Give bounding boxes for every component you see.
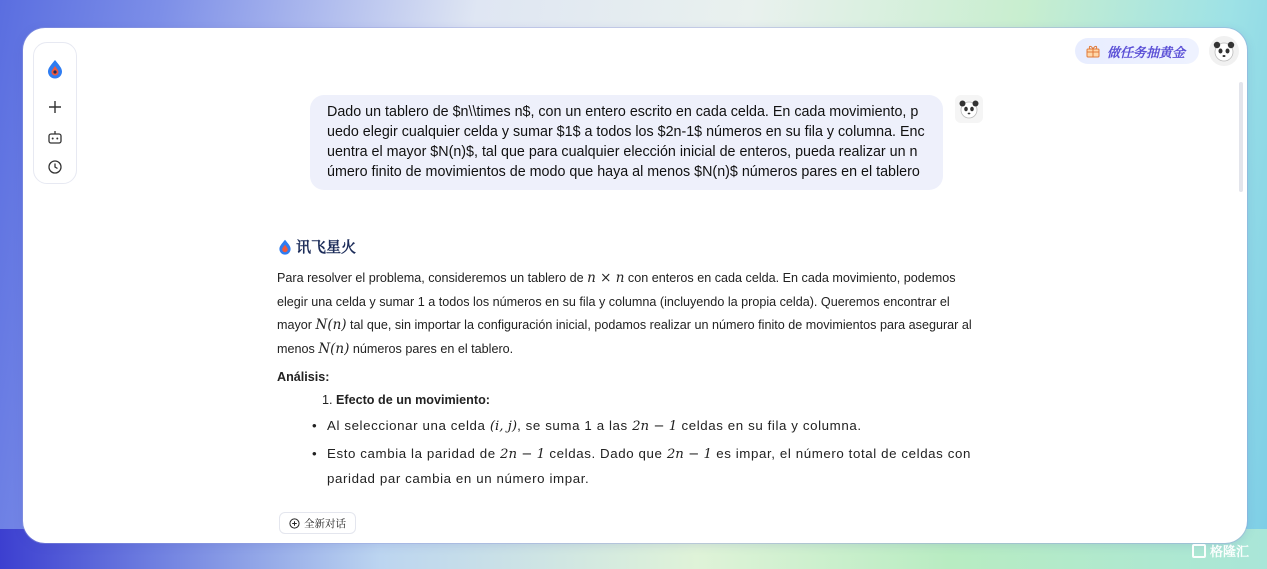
math-expression: N(n): [318, 340, 350, 357]
xunfei-spark-drop-icon: [277, 239, 293, 255]
clock-icon: [47, 159, 63, 175]
gift-icon: [1085, 43, 1101, 59]
user-avatar-top[interactable]: [1209, 36, 1239, 66]
bullet-item: [277, 442, 997, 491]
panda-avatar-icon: [1211, 38, 1237, 64]
user-message-row: [310, 95, 990, 190]
bullet-text: Al seleccionar una celda: [327, 418, 490, 433]
robot-icon: [47, 129, 63, 145]
intro-text: con enteros en cada celda. En cada movimiento, podemos elegir una celda y sumar 1 a todos los números en su fila y columna (incluyendo la propia celda). Queremos encontrar el mayor: [277, 271, 956, 332]
math-expression: 2n − 1: [500, 447, 546, 462]
bullet-dot: •: [312, 418, 318, 433]
sidebar-item-new[interactable]: [41, 93, 69, 120]
list-number: 1.: [322, 393, 333, 407]
sidebar-item-logo[interactable]: [41, 55, 69, 82]
sidebar-item-history[interactable]: [41, 153, 69, 180]
bullet-text: , se suma 1 a las: [517, 418, 633, 433]
user-message-avatar: [955, 95, 983, 123]
intro-text: Para resolver el problema, consideremos un tablero de: [277, 271, 588, 285]
header-actions: [1075, 36, 1239, 66]
new-chat-label: 全新对话: [304, 517, 346, 530]
user-message-bubble: Dado un tablero de $n\\times n$, con un entero escrito en cada celda. En cada movimiento, puedo elegir cualquier celda y sumar $1$ a todos los $2n-1$ números en su fila y columna. Encuentra el mayor $N(n)$, tal que para cualquier elección inicial de enteros, pueda realizar un número finito de movimientos de modo que haya al menos $N(n)$ números pares en el tablero: [310, 95, 943, 190]
bullet-item: [277, 414, 997, 439]
bullet-text: Esto cambia la paridad de: [327, 446, 501, 461]
sidebar-item-agent[interactable]: [41, 123, 69, 150]
math-expression: (i, j): [489, 419, 518, 434]
list-item-title: Efecto de un movimiento:: [336, 393, 490, 407]
watermark: [1192, 541, 1249, 560]
plus-icon: [48, 100, 62, 114]
new-chat-icon: [289, 518, 300, 529]
math-expression: N(n): [315, 317, 347, 333]
ordered-list-item: [277, 393, 977, 407]
intro-paragraph: [277, 267, 977, 361]
app-window: [23, 28, 1247, 543]
intro-text: tal que, sin importar la configuración inicial, podamos realizar un número finito de movimientos para asegurar al menos: [277, 318, 972, 356]
assistant-brand-name: 讯飞星火: [296, 239, 357, 256]
xunfei-spark-drop-icon: [45, 59, 65, 79]
analysis-heading: Análisis:: [277, 370, 330, 384]
bullet-text: es impar, el número total de celdas con paridad par cambia en un número impar.: [327, 446, 971, 486]
bullet-text: celdas. Dado que: [545, 446, 667, 461]
watermark-text: 格隆汇: [1209, 544, 1249, 559]
panda-avatar-icon: [957, 97, 981, 121]
math-expression: 2n − 1: [632, 419, 678, 434]
new-chat-button[interactable]: [279, 512, 356, 534]
math-expression: n × n: [587, 270, 625, 286]
intro-text: números pares en el tablero.: [349, 341, 514, 356]
bullet-dot: •: [312, 446, 318, 461]
assistant-response: [277, 236, 977, 491]
watermark-logo-icon: [1192, 544, 1206, 558]
task-reward-button[interactable]: [1075, 38, 1199, 64]
left-sidebar: [33, 42, 77, 184]
task-reward-label: 做任务抽黄金: [1106, 44, 1185, 60]
math-expression: 2n − 1: [666, 447, 712, 462]
assistant-brand: [277, 236, 977, 257]
scrollbar[interactable]: [1239, 82, 1243, 192]
bullet-text: celdas en su fila y columna.: [677, 418, 862, 433]
